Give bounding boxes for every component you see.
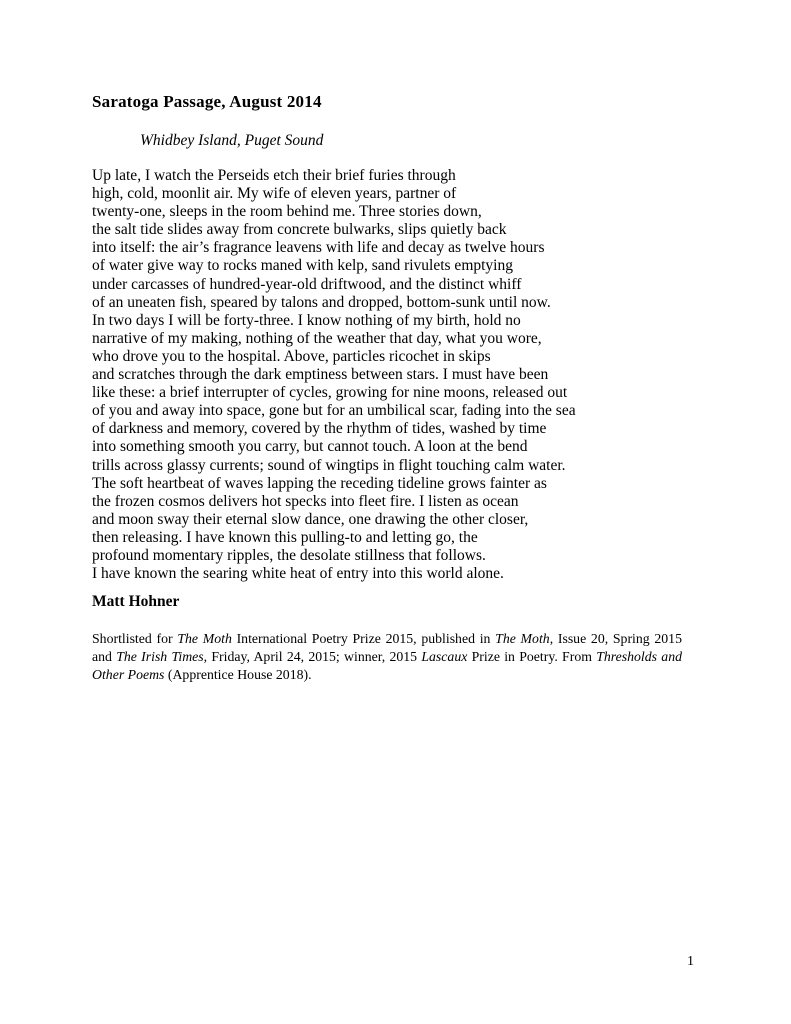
poem-subtitle: Whidbey Island, Puget Sound bbox=[140, 132, 324, 149]
footnote-italic-segment: The Irish Times bbox=[116, 649, 204, 665]
poem-line: the salt tide slides away from concrete bulwarks, slips quietly back bbox=[92, 221, 507, 239]
poem-line: of darkness and memory, covered by the rhythm of tides, washed by time bbox=[92, 420, 547, 438]
poem-line: I have known the searing white heat of entry into this world alone. bbox=[92, 565, 504, 583]
poem-line: In two days I will be forty-three. I know nothing of my birth, hold no bbox=[92, 311, 521, 329]
footnote-segment: Shortlisted for bbox=[92, 631, 178, 646]
poem-line: profound momentary ripples, the desolate stillness that follows. bbox=[92, 546, 486, 564]
page-title: Saratoga Passage, August 2014 bbox=[92, 92, 322, 111]
footnote-italic-segment: Thresholds and Other Poems bbox=[92, 649, 682, 683]
poem-line: of an uneaten fish, speared by talons and dropped, bottom-sunk until now. bbox=[92, 293, 551, 311]
poem-line: Up late, I watch the Perseids etch their brief furies through bbox=[92, 167, 456, 184]
footnote-italic-segment: Lascaux bbox=[421, 649, 468, 665]
poem-line: twenty-one, sleeps in the room behind me. Three stories down, bbox=[92, 203, 482, 221]
poem-line: of water give way to rocks maned with kelp, sand rivulets emptying bbox=[92, 257, 513, 275]
poem-line: like these: a brief interrupter of cycles, growing for nine moons, released out bbox=[92, 384, 568, 402]
poem-line: narrative of my making, nothing of the weather that day, what you wore, bbox=[92, 329, 542, 347]
footnote-segment: , Issue 20, Spring 2015 and bbox=[92, 631, 682, 665]
poem-line: The soft heartbeat of waves lapping the receding tideline grows fainter as bbox=[92, 474, 547, 492]
footnote-segment: (Apprentice House 2018). bbox=[164, 667, 312, 683]
page-number: 1 bbox=[687, 954, 694, 969]
poem-line: the frozen cosmos delivers hot specks into fleet fire. I listen as ocean bbox=[92, 492, 519, 510]
footnote-italic-segment: The Moth bbox=[177, 631, 232, 646]
poem-line: high, cold, moonlit air. My wife of eleven years, partner of bbox=[92, 185, 457, 203]
publication-footnote bbox=[92, 630, 682, 685]
poem-line: and moon sway their eternal slow dance, one drawing the other closer, bbox=[92, 510, 529, 528]
footnote-italic-segment: The Moth bbox=[495, 631, 550, 646]
footnote-segment: Prize in Poetry. From bbox=[467, 649, 597, 665]
poem-line: and scratches through the dark emptiness between stars. I must have been bbox=[92, 366, 549, 384]
poem-line: then releasing. I have known this pulling-to and letting go, the bbox=[92, 528, 478, 546]
poem-line: under carcasses of hundred-year-old driftwood, and the distinct whiff bbox=[92, 275, 522, 293]
poem-line: into something smooth you carry, but cannot touch. A loon at the bend bbox=[92, 438, 528, 456]
poem-line: who drove you to the hospital. Above, particles ricochet in skips bbox=[92, 347, 491, 365]
author-name: Matt Hohner bbox=[92, 593, 180, 610]
poem-line: trills across glassy currents; sound of wingtips in flight touching calm water. bbox=[92, 456, 566, 474]
poem-line: of you and away into space, gone but for an umbilical scar, fading into the sea bbox=[92, 402, 576, 420]
poem-line: into itself: the air’s fragrance leavens with life and decay as twelve hours bbox=[92, 239, 545, 257]
poem-body bbox=[92, 167, 692, 583]
footnote-segment: International Poetry Prize 2015, published in bbox=[231, 631, 496, 646]
footnote-segment: , Friday, April 24, 2015; winner, 2015 bbox=[203, 649, 422, 665]
